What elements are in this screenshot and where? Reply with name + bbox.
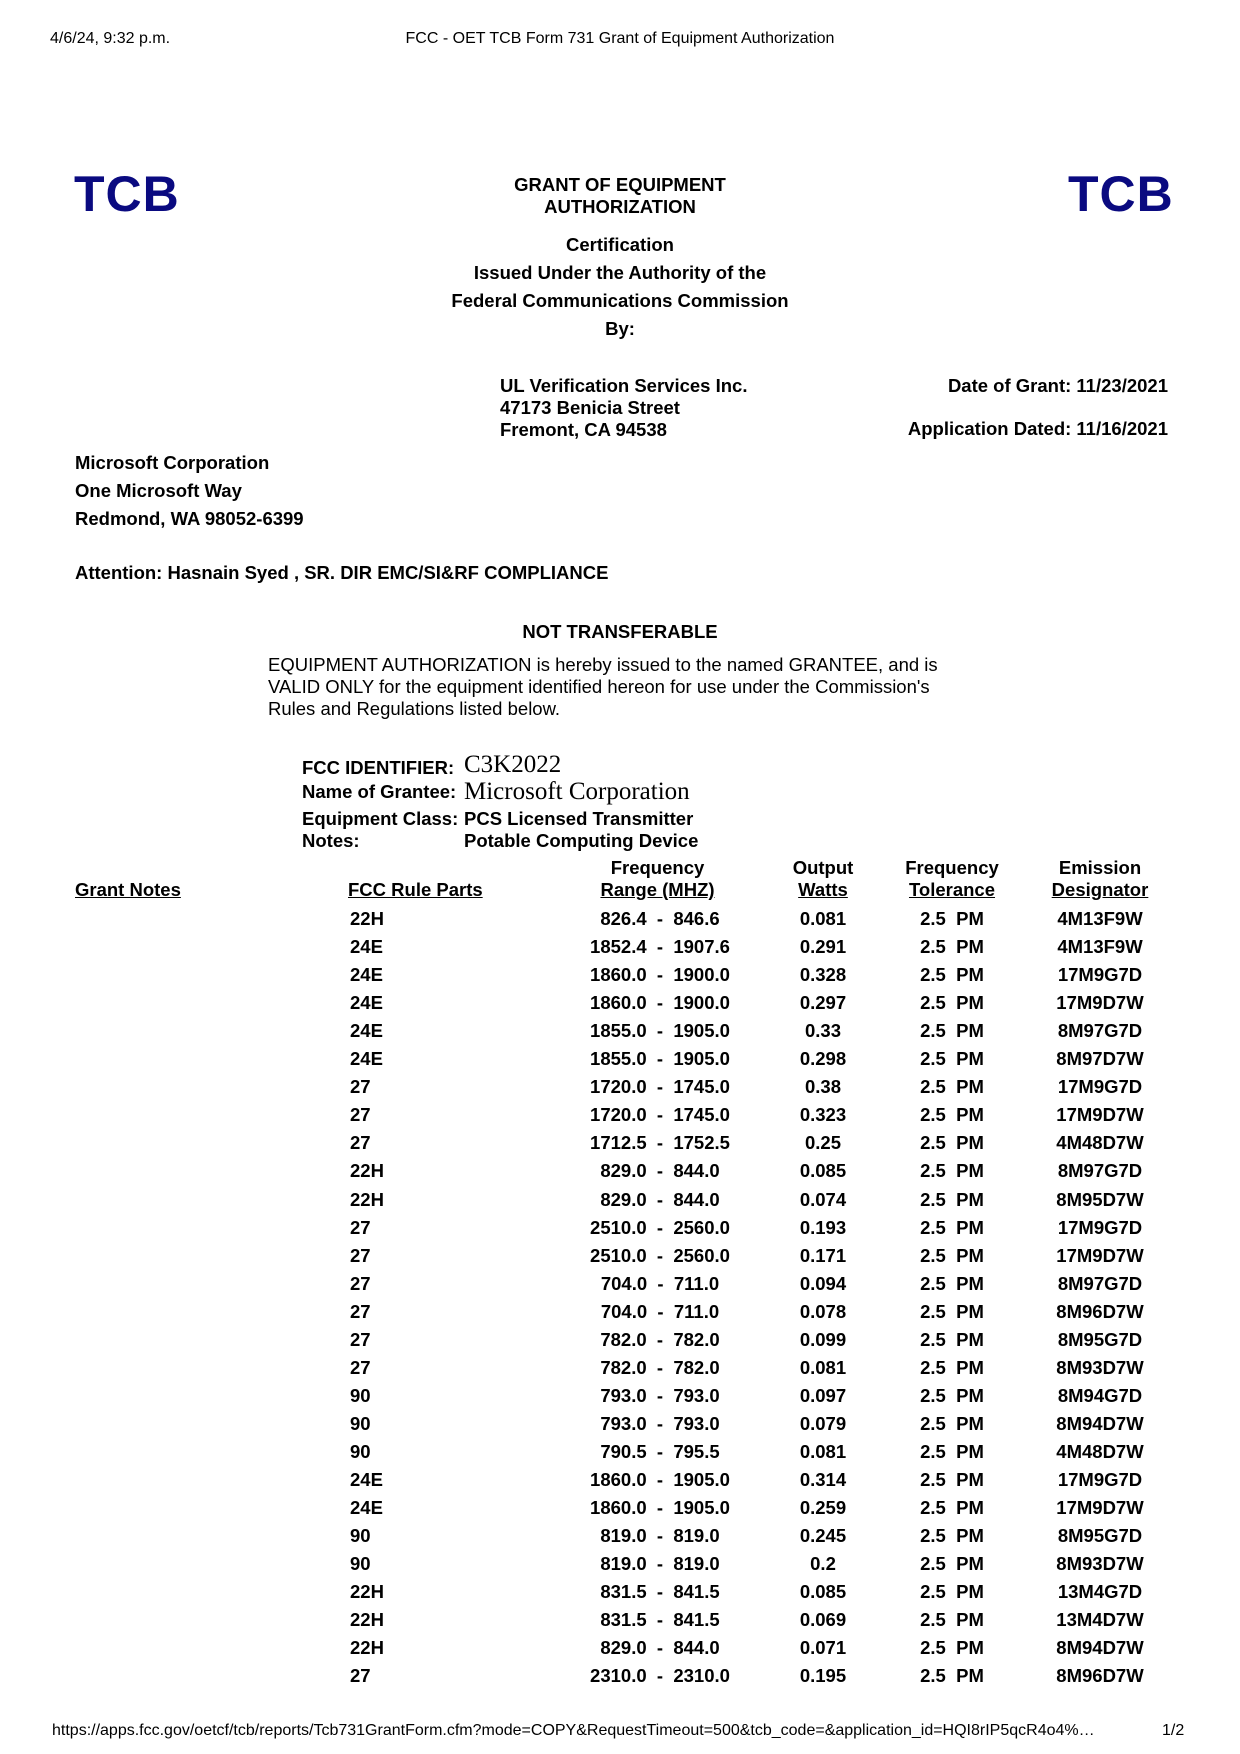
output-watts-cell: 0.094: [799, 1272, 847, 1294]
output-watts-cell: 0.097: [799, 1384, 847, 1406]
output-watts-cell: 0.328: [799, 964, 847, 986]
frequency-tolerance-cell: 2.5 PM: [920, 1637, 984, 1659]
rule-part-cell: 27: [350, 1272, 371, 1294]
header-tolerance-top: Frequency: [905, 857, 999, 878]
print-page-title: FCC - OET TCB Form 731 Grant of Equipment Authorization: [405, 30, 835, 47]
rule-part-cell: 22H: [350, 1188, 384, 1210]
certification-label: Certification: [566, 234, 674, 255]
frequency-range-cell: 831.5 - 841.5: [600, 1609, 720, 1631]
rule-part-cell: 27: [350, 1356, 371, 1378]
frequency-range-cell: 829.0 - 844.0: [600, 1160, 720, 1182]
rule-part-cell: 22H: [350, 1637, 384, 1659]
frequency-tolerance-cell: 2.5 PM: [920, 1272, 984, 1294]
table-row: [0, 1525, 1240, 1553]
frequency-range-cell: 782.0 - 782.0: [600, 1356, 720, 1378]
frequency-tolerance-cell: 2.5 PM: [920, 1412, 984, 1434]
header-output-bottom: Watts: [798, 879, 848, 900]
output-watts-cell: 0.259: [799, 1497, 847, 1519]
frequency-tolerance-cell: 2.5 PM: [920, 1440, 984, 1462]
frequency-range-cell: 793.0 - 793.0: [600, 1412, 720, 1434]
table-row: [0, 1301, 1240, 1329]
issuer-address: [500, 375, 747, 441]
issuer-city: Fremont, CA 94538: [500, 419, 667, 440]
output-watts-cell: 0.071: [799, 1637, 847, 1659]
output-watts-cell: 0.25: [804, 1132, 841, 1154]
emission-designator-cell: 8M95D7W: [1056, 1188, 1144, 1210]
rule-part-cell: 27: [350, 1328, 371, 1350]
grantee-name-value: Microsoft Corporation: [464, 778, 690, 805]
title-line-1: GRANT OF EQUIPMENT: [514, 174, 726, 195]
rule-part-cell: 27: [350, 1104, 371, 1126]
output-watts-cell: 0.195: [799, 1665, 847, 1687]
frequency-range-cell: 1855.0 - 1905.0: [590, 1048, 730, 1070]
output-watts-cell: 0.085: [799, 1160, 847, 1182]
table-row: [0, 992, 1240, 1020]
table-row: [0, 1357, 1240, 1385]
frequency-range-cell: 1855.0 - 1905.0: [590, 1020, 730, 1042]
frequency-range-cell: 829.0 - 844.0: [600, 1637, 720, 1659]
notes-value: Potable Computing Device: [464, 830, 699, 851]
print-footer-url: https://apps.fcc.gov/oetcf/tcb/reports/Tcb731GrantForm.cfm?mode=COPY&RequestTimeout=500&tcb_code=&application_id=HQI8rIP5qcR4o4%…: [52, 1722, 1095, 1739]
rule-part-cell: 24E: [350, 1497, 383, 1519]
emission-designator-cell: 4M48D7W: [1056, 1132, 1144, 1154]
frequency-tolerance-cell: 2.5 PM: [920, 1609, 984, 1631]
emission-designator-cell: 4M13F9W: [1057, 908, 1143, 929]
frequency-range-cell: 790.5 - 795.5: [600, 1440, 720, 1462]
emission-designator-cell: 8M95G7D: [1057, 1525, 1143, 1547]
frequency-range-cell: 704.0 - 711.0: [600, 1272, 720, 1294]
table-row: [0, 1665, 1240, 1693]
equipment-class-value: PCS Licensed Transmitter: [464, 808, 694, 829]
frequency-range-cell: 1860.0 - 1900.0: [590, 964, 730, 986]
date-of-grant: Date of Grant: 11/23/2021: [947, 375, 1168, 396]
table-row: [0, 1189, 1240, 1217]
frequency-tolerance-cell: 2.5 PM: [920, 1497, 984, 1519]
header-rule-parts: FCC Rule Parts: [348, 879, 483, 900]
table-row: [0, 1104, 1240, 1132]
header-frequency-range: [550, 857, 765, 901]
document-title: [440, 174, 800, 218]
header-emission-top: Emission: [1058, 857, 1142, 878]
rule-part-cell: 27: [350, 1244, 371, 1266]
title-line-2: AUTHORIZATION: [544, 196, 696, 217]
tcb-logo-left: TCB: [74, 166, 180, 222]
table-row: [0, 1609, 1240, 1637]
frequency-range-cell: 782.0 - 782.0: [600, 1328, 720, 1350]
output-watts-cell: 0.2: [810, 1553, 836, 1575]
table-row: [0, 1441, 1240, 1469]
authorization-line-1: EQUIPMENT AUTHORIZATION is hereby issued to the named GRANTEE, and is: [268, 654, 938, 675]
frequency-tolerance-cell: 2.5 PM: [920, 1525, 984, 1547]
table-row: [0, 1132, 1240, 1160]
header-grant-notes: Grant Notes: [75, 879, 181, 900]
emission-designator-cell: 4M48D7W: [1056, 1440, 1144, 1462]
notes-label: Notes:: [302, 830, 360, 851]
grantee-name-label: Name of Grantee:: [302, 781, 457, 802]
frequency-tolerance-cell: 2.5 PM: [920, 1469, 984, 1490]
table-row: [0, 1273, 1240, 1301]
rule-part-cell: 90: [350, 1412, 371, 1434]
attention-line: Attention: Hasnain Syed , SR. DIR EMC/SI&RF COMPLIANCE: [75, 562, 609, 583]
output-watts-cell: 0.33: [804, 1020, 841, 1042]
frequency-range-cell: 704.0 - 711.0: [600, 1300, 720, 1322]
emission-designator-cell: 8M93D7W: [1056, 1356, 1144, 1378]
rule-part-cell: 24E: [350, 1048, 383, 1070]
rule-part-cell: 27: [350, 1076, 371, 1098]
output-watts-cell: 0.298: [799, 1048, 847, 1070]
emission-designator-cell: 4M13F9W: [1057, 936, 1143, 958]
table-row: [0, 1217, 1240, 1245]
frequency-tolerance-cell: 2.5 PM: [920, 1581, 984, 1603]
frequency-tolerance-cell: 2.5 PM: [920, 1188, 984, 1210]
frequency-range-cell: 1712.5 - 1752.5: [590, 1132, 730, 1154]
table-row: [0, 1497, 1240, 1525]
rule-part-cell: 27: [350, 1216, 371, 1238]
output-watts-cell: 0.081: [799, 1356, 847, 1378]
header-frequency-range-top: Frequency: [610, 857, 705, 878]
issuer-name: UL Verification Services Inc.: [500, 375, 748, 396]
output-watts-cell: 0.079: [799, 1412, 847, 1434]
authorization-line-3: Rules and Regulations listed below.: [268, 698, 561, 719]
frequency-tolerance-cell: 2.5 PM: [920, 1132, 984, 1154]
frequency-tolerance-cell: 2.5 PM: [920, 1216, 984, 1238]
rule-part-cell: 22H: [350, 1609, 384, 1631]
emission-designator-cell: 8M97D7W: [1056, 1048, 1144, 1070]
equipment-class-label: Equipment Class:: [302, 808, 459, 829]
grantee-street: One Microsoft Way: [75, 480, 242, 501]
frequency-tolerance-cell: 2.5 PM: [920, 1384, 984, 1406]
frequency-tolerance-cell: 2.5 PM: [920, 1048, 984, 1070]
fcc-identifier-label: FCC IDENTIFIER:: [302, 757, 455, 778]
header-frequency-tolerance: [880, 857, 1024, 901]
rule-part-cell: 90: [350, 1384, 371, 1406]
rule-part-cell: 24E: [350, 1020, 383, 1042]
output-watts-cell: 0.245: [799, 1525, 847, 1547]
output-watts-cell: 0.323: [799, 1104, 847, 1126]
emission-designator-cell: 8M97G7D: [1057, 1020, 1143, 1042]
table-row: [0, 1245, 1240, 1273]
frequency-range-cell: 2310.0 - 2310.0: [590, 1665, 730, 1687]
rule-part-cell: 22H: [350, 908, 384, 929]
rule-part-cell: 27: [350, 1132, 371, 1154]
issued-under-text: Issued Under the Authority of the: [473, 262, 767, 283]
frequency-range-cell: 831.5 - 841.5: [600, 1581, 720, 1603]
frequency-tolerance-cell: 2.5 PM: [920, 1356, 984, 1378]
fcc-text: Federal Communications Commission: [451, 290, 789, 311]
emission-designator-cell: 8M96D7W: [1056, 1300, 1144, 1322]
output-watts-cell: 0.078: [799, 1300, 847, 1322]
header-tolerance-bottom: Tolerance: [908, 879, 996, 900]
frequency-range-cell: 1720.0 - 1745.0: [590, 1076, 730, 1098]
header-emission-bottom: Designator: [1051, 879, 1149, 900]
issuer-street: 47173 Benicia Street: [500, 397, 680, 418]
table-row: [0, 1048, 1240, 1076]
frequency-tolerance-cell: 2.5 PM: [920, 1104, 984, 1126]
header-frequency-range-bottom: Range (MHZ): [600, 879, 715, 900]
table-row: [0, 936, 1240, 964]
frequency-tolerance-cell: 2.5 PM: [920, 1244, 984, 1266]
rule-part-cell: 90: [350, 1525, 371, 1547]
table-row: [0, 1581, 1240, 1609]
output-watts-cell: 0.314: [799, 1469, 847, 1490]
emission-designator-cell: 17M9G7D: [1057, 964, 1143, 986]
frequency-tolerance-cell: 2.5 PM: [920, 992, 984, 1014]
frequency-tolerance-cell: 2.5 PM: [920, 964, 984, 986]
emission-designator-cell: 8M94G7D: [1057, 1384, 1143, 1406]
table-row: [0, 964, 1240, 992]
frequency-tolerance-cell: 2.5 PM: [920, 1300, 984, 1322]
application-dated: Application Dated: 11/16/2021: [907, 418, 1168, 439]
frequency-range-cell: 2510.0 - 2560.0: [590, 1244, 730, 1266]
frequency-tolerance-cell: 2.5 PM: [920, 908, 984, 929]
table-row: [0, 1329, 1240, 1357]
rule-part-cell: 24E: [350, 1469, 383, 1490]
output-watts-cell: 0.38: [804, 1076, 841, 1098]
frequency-tolerance-cell: 2.5 PM: [920, 1553, 984, 1575]
frequency-range-cell: 819.0 - 819.0: [600, 1553, 720, 1575]
emission-designator-cell: 8M97G7D: [1057, 1160, 1143, 1182]
rule-part-cell: 22H: [350, 1160, 384, 1182]
emission-designator-cell: 17M9D7W: [1056, 1497, 1144, 1519]
emission-designator-cell: 8M94D7W: [1056, 1412, 1144, 1434]
output-watts-cell: 0.193: [799, 1216, 847, 1238]
output-watts-cell: 0.081: [799, 1440, 847, 1462]
frequency-range-cell: 2510.0 - 2560.0: [590, 1216, 730, 1238]
emission-designator-cell: 13M4D7W: [1056, 1609, 1144, 1631]
header-output-watts: [780, 857, 866, 901]
emission-designator-cell: 17M9D7W: [1056, 1104, 1144, 1126]
authority-block: [400, 231, 840, 343]
output-watts-cell: 0.171: [799, 1244, 847, 1266]
grantee-city: Redmond, WA 98052-6399: [75, 508, 304, 529]
output-watts-cell: 0.099: [799, 1328, 847, 1350]
fcc-identifier-value: C3K2022: [464, 751, 562, 778]
frequency-tolerance-cell: 2.5 PM: [920, 1328, 984, 1350]
table-row: [0, 1385, 1240, 1413]
frequency-tolerance-cell: 2.5 PM: [920, 1160, 984, 1182]
frequency-range-cell: 1860.0 - 1905.0: [590, 1497, 730, 1519]
emission-designator-cell: 8M93D7W: [1056, 1553, 1144, 1575]
output-watts-cell: 0.069: [799, 1609, 847, 1631]
emission-designator-cell: 8M96D7W: [1056, 1665, 1144, 1687]
table-row: [0, 908, 1240, 936]
rule-part-cell: 24E: [350, 992, 383, 1014]
rule-part-cell: 24E: [350, 936, 383, 958]
output-watts-cell: 0.291: [799, 936, 847, 958]
output-watts-cell: 0.085: [799, 1581, 847, 1603]
table-row: [0, 1020, 1240, 1048]
rule-part-cell: 90: [350, 1553, 371, 1575]
emission-designator-cell: 8M94D7W: [1056, 1637, 1144, 1659]
table-row: [0, 1469, 1240, 1497]
output-watts-cell: 0.297: [799, 992, 847, 1014]
emission-designator-cell: 8M95G7D: [1057, 1328, 1143, 1350]
frequency-tolerance-cell: 2.5 PM: [920, 936, 984, 958]
emission-designator-cell: 8M97G7D: [1057, 1272, 1143, 1294]
table-row: [0, 1160, 1240, 1188]
by-label: By:: [605, 318, 635, 339]
grantee-address: [75, 449, 304, 533]
emission-designator-cell: 17M9D7W: [1056, 992, 1144, 1014]
header-output-top: Output: [792, 857, 854, 878]
frequency-range-cell: 829.0 - 844.0: [600, 1188, 720, 1210]
frequency-range-cell: 1852.4 - 1907.6: [590, 936, 730, 958]
table-row: [0, 1553, 1240, 1581]
table-row: [0, 1637, 1240, 1665]
rule-part-cell: 27: [350, 1665, 371, 1687]
frequency-tolerance-cell: 2.5 PM: [920, 1665, 984, 1687]
rule-part-cell: 22H: [350, 1581, 384, 1603]
emission-designator-cell: 17M9D7W: [1056, 1244, 1144, 1266]
table-row: [0, 1413, 1240, 1441]
not-transferable-heading: NOT TRANSFERABLE: [522, 621, 718, 642]
print-datetime: 4/6/24, 9:32 p.m.: [50, 30, 171, 47]
output-watts-cell: 0.074: [799, 1188, 847, 1210]
grantee-name: Microsoft Corporation: [75, 452, 270, 473]
tcb-logo-right: TCB: [1068, 166, 1174, 222]
output-watts-cell: 0.081: [799, 908, 847, 929]
frequency-range-cell: 1860.0 - 1900.0: [590, 992, 730, 1014]
table-row: [0, 1076, 1240, 1104]
emission-designator-cell: 13M4G7D: [1057, 1581, 1143, 1603]
emission-designator-cell: 17M9G7D: [1057, 1469, 1143, 1490]
frequency-range-cell: 1860.0 - 1905.0: [590, 1469, 730, 1490]
rule-part-cell: 24E: [350, 964, 383, 986]
rule-part-cell: 90: [350, 1440, 371, 1462]
header-emission-designator: [1035, 857, 1165, 901]
authorization-paragraph: [268, 654, 938, 720]
frequency-tolerance-cell: 2.5 PM: [920, 1020, 984, 1042]
emission-designator-cell: 17M9G7D: [1057, 1216, 1143, 1238]
frequency-range-cell: 826.4 - 846.6: [600, 908, 720, 929]
frequency-tolerance-cell: 2.5 PM: [920, 1076, 984, 1098]
frequency-range-cell: 1720.0 - 1745.0: [590, 1104, 730, 1126]
frequency-range-cell: 819.0 - 819.0: [600, 1525, 720, 1547]
print-page-number: 1/2: [1162, 1722, 1185, 1739]
rule-part-cell: 27: [350, 1300, 371, 1322]
authorization-line-2: VALID ONLY for the equipment identified hereon for use under the Commission's: [268, 676, 930, 697]
frequency-range-cell: 793.0 - 793.0: [600, 1384, 720, 1406]
emission-designator-cell: 17M9G7D: [1057, 1076, 1143, 1098]
